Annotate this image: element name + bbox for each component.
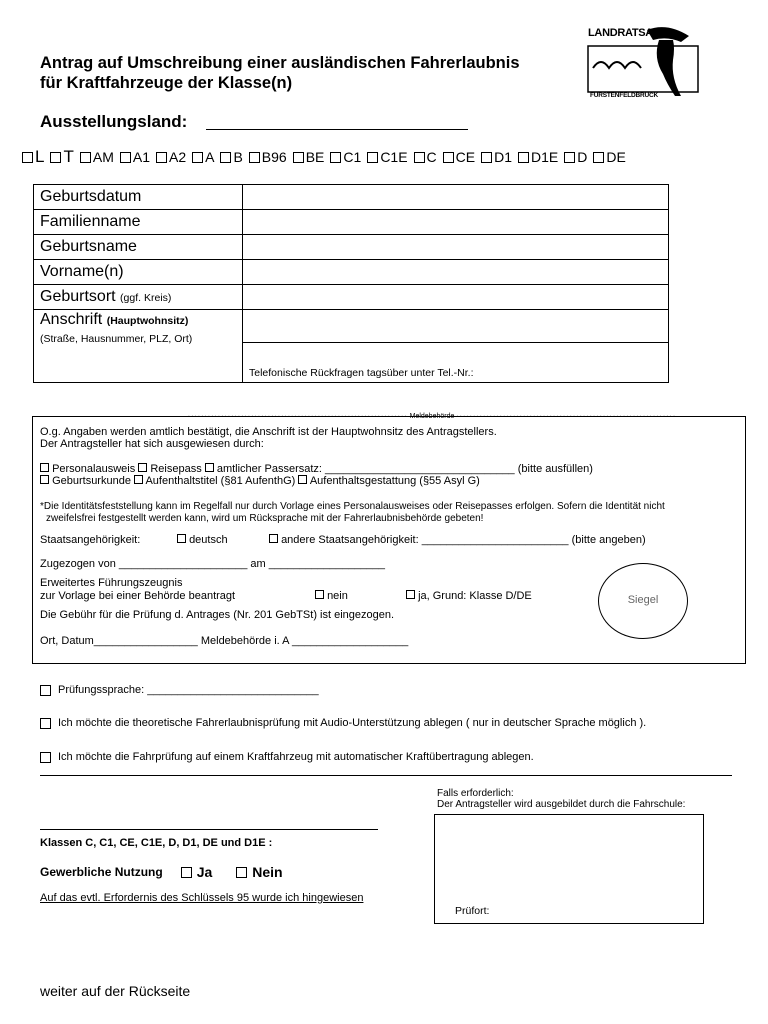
checkbox-icon[interactable] <box>220 152 231 163</box>
landratsamt-logo <box>585 22 705 104</box>
country-label: Ausstellungsland: <box>40 112 188 131</box>
automatic-option[interactable]: Ich möchte die Fahrprüfung auf einem Kraftfahrzeug mit automatischer Kraftübertragung ablegen. <box>40 751 534 763</box>
checkbox-icon[interactable] <box>367 152 378 163</box>
record-line-1: Erweitertes Führungszeugnis <box>40 577 183 589</box>
address-hint: (Straße, Hausnummer, PLZ, Ort) <box>40 333 193 345</box>
family-name-label: Familienname <box>34 210 243 235</box>
classes-top-line <box>40 829 378 830</box>
table-row <box>34 260 669 285</box>
checkbox-icon[interactable] <box>518 152 529 163</box>
logo-top-text: LANDRATSAMT <box>588 27 669 39</box>
place-date-line: Ort, Datum_________________ Meldebehörde i. A ___________________ <box>40 635 409 647</box>
checkbox-icon[interactable] <box>156 152 167 163</box>
checkbox-icon[interactable] <box>298 475 307 484</box>
pruefort-label: Prüfort: <box>455 905 490 917</box>
id-row-2: Geburtsurkunde Aufenthaltstitel (§81 AufenthG) Aufenthaltsgestattung (§55 Asyl G) <box>40 475 480 487</box>
citizenship-other[interactable]: andere Staatsangehörigkeit: ________________________ (bitte angeben) <box>269 534 646 546</box>
checkbox-icon[interactable] <box>40 718 51 729</box>
license-class-row <box>22 147 752 167</box>
family-name-field[interactable] <box>243 210 669 235</box>
moved-from: Zugezogen von _____________________ am ___________________ <box>40 558 385 570</box>
seal-circle <box>598 563 688 639</box>
class-option[interactable]: AM <box>80 149 114 165</box>
continue-note: weiter auf der Rückseite <box>40 983 191 999</box>
confirm-line-1: O.g. Angaben werden amtlich bestätigt, die Anschrift ist der Hauptwohnsitz des Antragstellers. <box>40 426 497 438</box>
title-line-1: Antrag auf Umschreibung einer ausländischen Fahrerlaubnis <box>40 54 520 72</box>
checkbox-icon[interactable] <box>40 463 49 472</box>
table-row <box>34 185 669 210</box>
fee-note: Die Gebühr für die Prüfung d. Antrages (Nr. 201 GebTSt) ist eingezogen. <box>40 609 395 621</box>
identity-note-2: zweifelsfrei festgestellt werden kann, wird um Rücksprache mit der Fahrerlaubnisbehörde gebeten! <box>46 513 484 524</box>
classes-heading: Klassen C, C1, CE, C1E, D, D1, DE und D1E : <box>40 837 273 849</box>
checkbox-icon[interactable] <box>315 590 324 599</box>
first-names-field[interactable] <box>243 260 669 285</box>
address-label: Anschrift (Hauptwohnsitz) (Straße, Hausnummer, PLZ, Ort) <box>34 310 243 383</box>
commercial-yes[interactable]: Ja <box>196 864 213 880</box>
checkbox-icon[interactable] <box>192 152 203 163</box>
checkbox-icon[interactable] <box>134 475 143 484</box>
class-option[interactable]: BE <box>293 149 325 165</box>
class-option[interactable]: D <box>564 149 587 165</box>
class-option[interactable]: CE <box>443 149 475 165</box>
birth-name-label: Geburtsname <box>34 235 243 260</box>
checkbox-icon[interactable] <box>406 590 415 599</box>
class-option[interactable]: C <box>414 149 437 165</box>
checkbox-icon[interactable] <box>269 534 278 543</box>
checkbox-icon[interactable] <box>50 152 61 163</box>
birthplace-hint: (ggf. Kreis) <box>120 292 172 304</box>
checkbox-icon[interactable] <box>249 152 260 163</box>
table-row <box>34 235 669 260</box>
checkbox-icon[interactable] <box>564 152 575 163</box>
record-yes-option[interactable]: ja, Grund: Klasse D/DE <box>406 590 532 602</box>
checkbox-icon[interactable] <box>138 463 147 472</box>
authority-caption: ·································································· Meldebehörde ·································································· <box>187 413 677 420</box>
class-option[interactable]: A2 <box>156 149 186 165</box>
class-option[interactable]: C1 <box>330 149 361 165</box>
checkbox-icon[interactable] <box>414 152 425 163</box>
audio-exam-option[interactable]: Ich möchte die theoretische Fahrerlaubnisprüfung mit Audio-Unterstützung ablegen ( nur in deutscher Sprache möglich ). <box>40 717 646 729</box>
birthdate-label: Geburtsdatum <box>34 185 243 210</box>
class-option[interactable]: B <box>220 149 242 165</box>
first-names-label: Vorname(n) <box>34 260 243 285</box>
logo-bottom-text: FÜRSTENFELDBRUCK <box>590 92 658 99</box>
checkbox-icon[interactable] <box>22 152 33 163</box>
class-option[interactable]: C1E <box>367 149 407 165</box>
commercial-no[interactable]: Nein <box>252 864 283 880</box>
checkbox-icon[interactable] <box>481 152 492 163</box>
school-line-2: Der Antragsteller wird ausgebildet durch die Fahrschule: <box>437 799 686 810</box>
checkbox-icon[interactable] <box>177 534 186 543</box>
address-field[interactable] <box>243 310 669 343</box>
checkbox-icon[interactable] <box>40 752 51 763</box>
checkbox-icon[interactable] <box>205 463 214 472</box>
checkbox-icon[interactable] <box>330 152 341 163</box>
exam-language-option[interactable]: Prüfungssprache: ____________________________ <box>40 684 319 696</box>
table-row <box>34 210 669 235</box>
record-no-option[interactable]: nein <box>315 590 348 602</box>
checkbox-icon[interactable] <box>80 152 91 163</box>
birth-name-field[interactable] <box>243 235 669 260</box>
checkbox-icon[interactable] <box>120 152 131 163</box>
identity-note-1: *Die Identitätsfeststellung kann im Regelfall nur durch Vorlage eines Personalausweises oder Reisepasses erfolgen. Sofern die Identität nicht <box>40 501 665 512</box>
table-row <box>34 285 669 310</box>
checkbox-icon[interactable] <box>593 152 604 163</box>
phone-field[interactable] <box>243 343 669 383</box>
class-option[interactable]: A <box>192 149 214 165</box>
birthplace-field[interactable] <box>243 285 669 310</box>
address-hint-bold: (Hauptwohnsitz) <box>106 315 189 327</box>
personal-data-table <box>33 184 669 383</box>
record-line-2: zur Vorlage bei einer Behörde beantragt <box>40 590 236 602</box>
checkbox-icon[interactable] <box>40 685 51 696</box>
checkbox-icon[interactable] <box>443 152 454 163</box>
checkbox-icon[interactable] <box>181 867 192 878</box>
school-line-1: Falls erforderlich: <box>437 788 514 799</box>
birthdate-field[interactable] <box>243 185 669 210</box>
class-option[interactable]: D1E <box>518 149 558 165</box>
key95-note: Auf das evtl. Erfordernis des Schlüssels 95 wurde ich hingewiesen <box>40 892 364 904</box>
class-option[interactable]: DE <box>593 149 625 165</box>
id-row-1: Personalausweis Reisepass amtlicher Passersatz: _______________________________ (bitte ausfüllen) <box>40 463 593 475</box>
class-option[interactable]: D1 <box>481 149 512 165</box>
checkbox-icon[interactable] <box>293 152 304 163</box>
commercial-use-row: Gewerbliche Nutzung Ja Nein <box>40 864 283 880</box>
birthplace-label: Geburtsort (ggf. Kreis) <box>34 285 243 310</box>
class-option[interactable]: T <box>50 147 73 167</box>
class-option[interactable]: A1 <box>120 149 150 165</box>
class-option[interactable]: B96 <box>249 149 287 165</box>
confirm-line-2: Der Antragsteller hat sich ausgewiesen durch: <box>40 438 264 450</box>
checkbox-icon[interactable] <box>236 867 247 878</box>
form-title <box>40 53 520 93</box>
title-line-2: für Kraftfahrzeuge der Klasse(n) <box>40 74 293 92</box>
citizenship-label: Staatsangehörigkeit: <box>40 534 141 546</box>
checkbox-icon[interactable] <box>40 475 49 484</box>
citizenship-german[interactable]: deutsch <box>177 534 228 546</box>
seal-label: Siegel <box>627 594 659 606</box>
class-option[interactable]: L <box>22 147 44 167</box>
divider <box>40 775 732 776</box>
phone-note: Telefonische Rückfragen tagsüber unter Tel.-Nr.: <box>249 367 474 379</box>
country-input-line[interactable] <box>206 129 468 130</box>
signature-line <box>75 663 696 664</box>
table-row <box>34 310 669 343</box>
